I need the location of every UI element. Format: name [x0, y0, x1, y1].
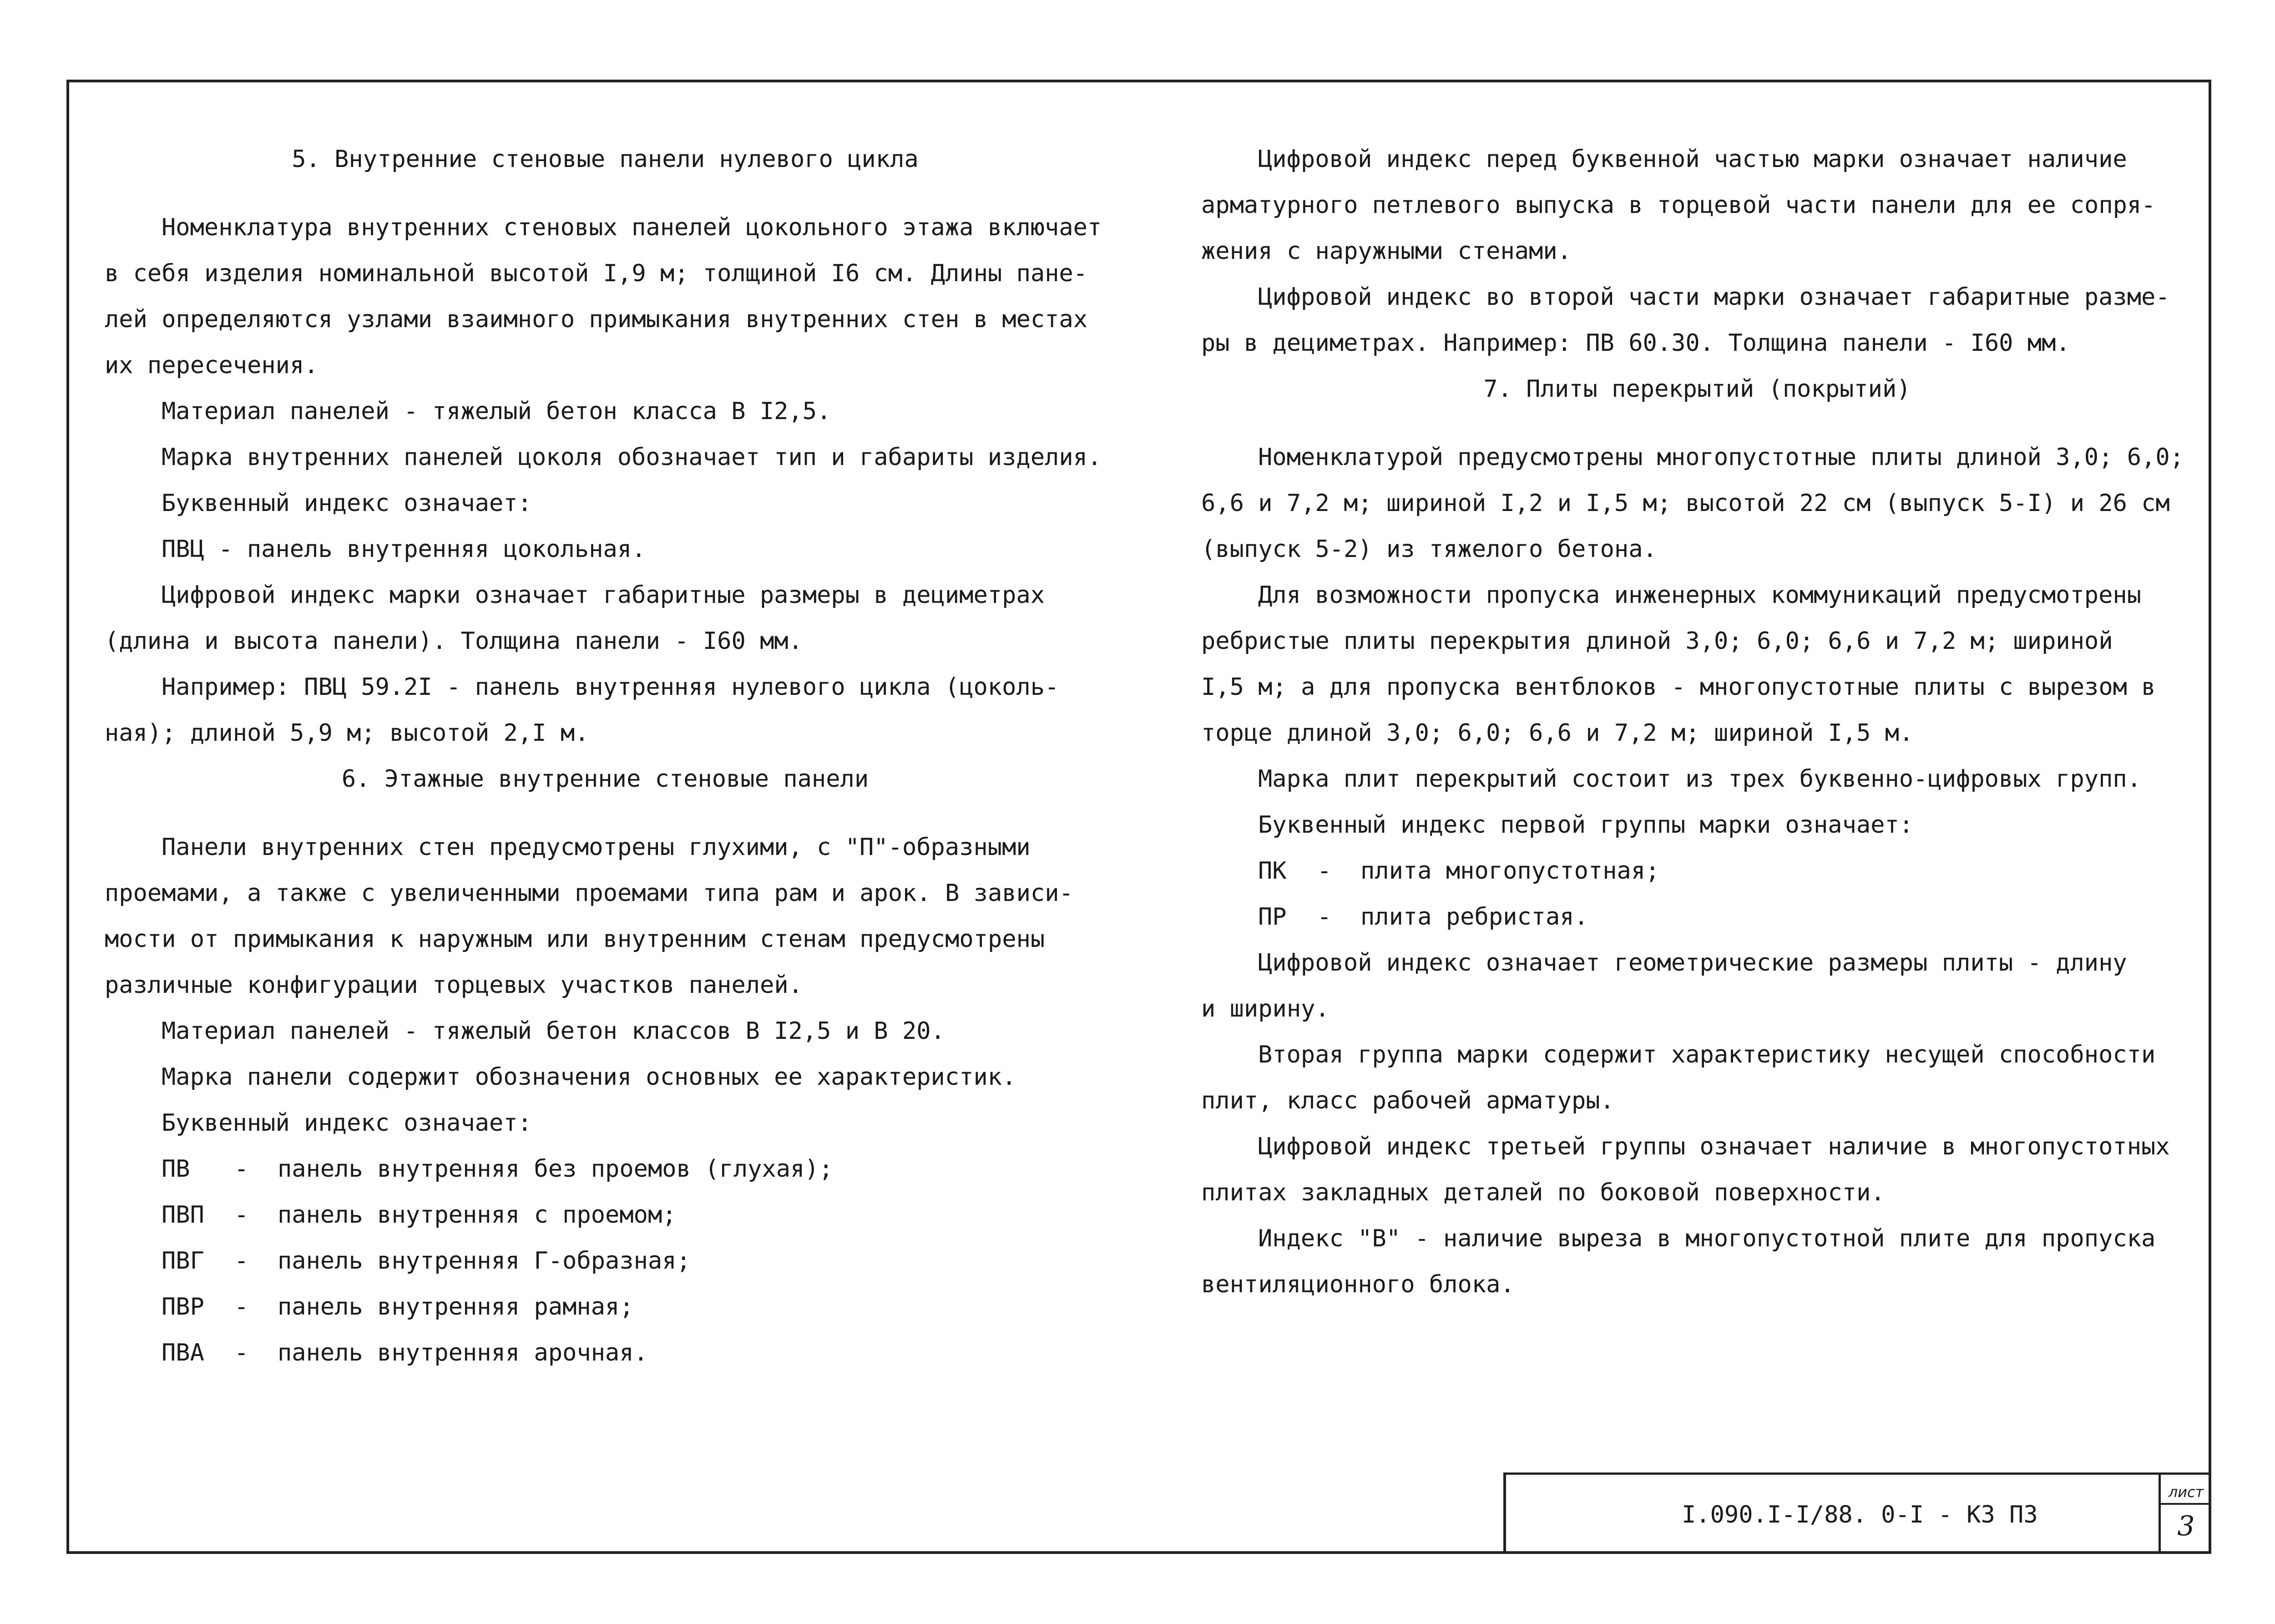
item-code: ПВР — [162, 1293, 204, 1320]
item-text: панель внутренняя без проемов (глухая); — [278, 1155, 833, 1183]
item-dash: - — [234, 1155, 249, 1183]
list-item — [105, 1330, 1106, 1376]
title-block — [1503, 1472, 2211, 1554]
sec5-line-3: лей определяются узлами взаимного примыкания внутренних стен в местах — [105, 306, 1088, 333]
sec5-example-line-1: Например: ПВЦ 59.2I - панель внутренняя нулевого цикла (цоколь- — [162, 673, 1059, 701]
sec7-p2-line-2: ребристые плиты перекрытия длиной 3,0; 6,0; 6,6 и 7,2 м; шириной — [1201, 627, 2113, 655]
section-5-title: 5. Внутренние стеновые панели нулевого цикла — [292, 146, 919, 173]
list-item — [105, 1284, 1106, 1330]
item-code: ПВА — [162, 1339, 204, 1366]
p1-line-3: жения с наружными стенами. — [1201, 238, 1572, 265]
sheet-number: 3 — [2177, 1510, 2195, 1542]
item-code: ПК — [1258, 857, 1287, 885]
sec5-line-2: в себя изделия номинальной высотой I,9 м; толщиной I6 см. Длины пане- — [105, 260, 1088, 287]
sec6-letter-index: Буквенный индекс означает: — [162, 1109, 532, 1137]
item-dash: - — [1317, 903, 1332, 931]
sec7-p2-line-1: Для возможности пропуска инженерных коммуникаций предусмотрены — [1258, 582, 2142, 609]
item-text: плита многопустотная; — [1360, 857, 1660, 885]
sec7-p2-line-4: торце длиной 3,0; 6,0; 6,6 и 7,2 м; шириной I,5 м. — [1201, 719, 1914, 747]
item-code: ПВ — [162, 1155, 190, 1183]
sec7-mark: Марка плит перекрытий состоит из трех буквенно-цифровых групп. — [1258, 765, 2142, 793]
sec7-p6-line-1: Индекс "В" - наличие выреза в многопустотной плите для пропуска — [1258, 1225, 2156, 1252]
sec7-p1-line-3: (выпуск 5-2) из тяжелого бетона. — [1201, 536, 1657, 563]
item-code: ПР — [1258, 903, 1287, 931]
sec5-material: Материал панелей - тяжелый бетон класса В I2,5. — [162, 398, 831, 425]
section-7-title: 7. Плиты перекрытий (покрытий) — [1483, 375, 1911, 403]
section-6-title: 6. Этажные внутренние стеновые панели — [341, 765, 869, 793]
sec7-p1-line-1: Номенклатурой предусмотрены многопустотные плиты длиной 3,0; 6,0; — [1258, 444, 2184, 471]
sec7-p2-line-3: I,5 м; а для пропуска вентблоков - многопустотные плиты с вырезом в — [1201, 673, 2156, 701]
sec5-letter-index: Буквенный индекс означает: — [162, 490, 532, 517]
sec7-p4-line-2: плит, класс рабочей арматуры. — [1201, 1087, 1614, 1114]
item-code: ПВП — [162, 1201, 204, 1229]
sec6-material: Материал панелей - тяжелый бетон классов В I2,5 и В 20. — [162, 1017, 945, 1045]
list-item — [1201, 894, 2193, 940]
sec7-p5-line-1: Цифровой индекс третьей группы означает наличие в многопустотных — [1258, 1133, 2170, 1160]
document-code: I.090.I-I/88. 0-I - КЗ ПЗ — [1682, 1501, 2038, 1528]
item-dash: - — [234, 1201, 249, 1229]
p1-line-2: арматурного петлевого выпуска в торцевой части панели для ее сопря- — [1201, 192, 2156, 219]
sec5-digit-line-2: (длина и высота панели). Толщина панели - I60 мм. — [105, 627, 803, 655]
sec7-p1-line-2: 6,6 и 7,2 м; шириной I,2 и I,5 м; высотой 22 см (выпуск 5-I) и 26 см — [1201, 490, 2170, 517]
sec7-letter-index: Буквенный индекс первой группы марки означает: — [1258, 811, 1914, 839]
sec5-pvc: ПВЦ - панель внутренняя цокольная. — [162, 536, 646, 563]
sec6-mark: Марка панели содержит обозначения основных ее характеристик. — [162, 1063, 1016, 1091]
sec5-digit-line-1: Цифровой индекс марки означает габаритные размеры в дециметрах — [162, 582, 1045, 609]
list-item — [1201, 848, 2193, 894]
item-text: плита ребристая. — [1360, 903, 1588, 931]
list-item — [105, 1192, 1106, 1238]
item-dash: - — [1317, 857, 1332, 885]
sec7-p5-line-2: плитах закладных деталей по боковой поверхности. — [1201, 1179, 1885, 1206]
sec6-line-4: различные конфигурации торцевых участков панелей. — [105, 971, 803, 999]
sec7-p6-line-2: вентиляционного блока. — [1201, 1271, 1515, 1298]
right-column — [1201, 137, 2193, 1308]
list-item — [105, 1146, 1106, 1192]
sec6-line-2: проемами, а также с увеличенными проемами типа рам и арок. В зависи- — [105, 880, 1073, 907]
p1-line-1: Цифровой индекс перед буквенной частью марки означает наличие — [1258, 146, 2127, 173]
sec7-p3-line-1: Цифровой индекс означает геометрические размеры плиты - длину — [1258, 949, 2127, 976]
sheet-label: лист — [2161, 1483, 2211, 1505]
sec6-line-1: Панели внутренних стен предусмотрены глухими, с "П"-образными — [162, 834, 1031, 861]
item-dash: - — [234, 1247, 249, 1275]
p2-line-1: Цифровой индекс во второй части марки означает габаритные разме- — [1258, 283, 2170, 311]
left-column — [105, 137, 1106, 1376]
sec5-line-1: Номенклатура внутренних стеновых панелей цокольного этажа включает — [162, 214, 1102, 241]
item-dash: - — [234, 1293, 249, 1320]
sec5-line-4: их пересечения. — [105, 352, 318, 379]
sheet-box — [2159, 1475, 2211, 1554]
sec5-mark: Марка внутренних панелей цоколя обозначает тип и габариты изделия. — [162, 444, 1102, 471]
p2-line-2: ры в дециметрах. Например: ПВ 60.30. Толщина панели - I60 мм. — [1201, 329, 2070, 357]
item-text: панель внутренняя с проемом; — [278, 1201, 677, 1229]
sec7-p3-line-2: и ширину. — [1201, 995, 1330, 1022]
sec6-line-3: мости от примыкания к наружным или внутренним стенам предусмотрены — [105, 926, 1045, 953]
item-text: панель внутренняя рамная; — [278, 1293, 634, 1320]
sec5-example-line-2: ная); длиной 5,9 м; высотой 2,I м. — [105, 719, 589, 747]
item-text: панель внутренняя Г-образная; — [278, 1247, 691, 1275]
list-item — [105, 1238, 1106, 1284]
sec7-p4-line-1: Вторая группа марки содержит характеристику несущей способности — [1258, 1041, 2156, 1068]
item-dash: - — [234, 1339, 249, 1366]
item-text: панель внутренняя арочная. — [278, 1339, 648, 1366]
item-code: ПВГ — [162, 1247, 204, 1275]
